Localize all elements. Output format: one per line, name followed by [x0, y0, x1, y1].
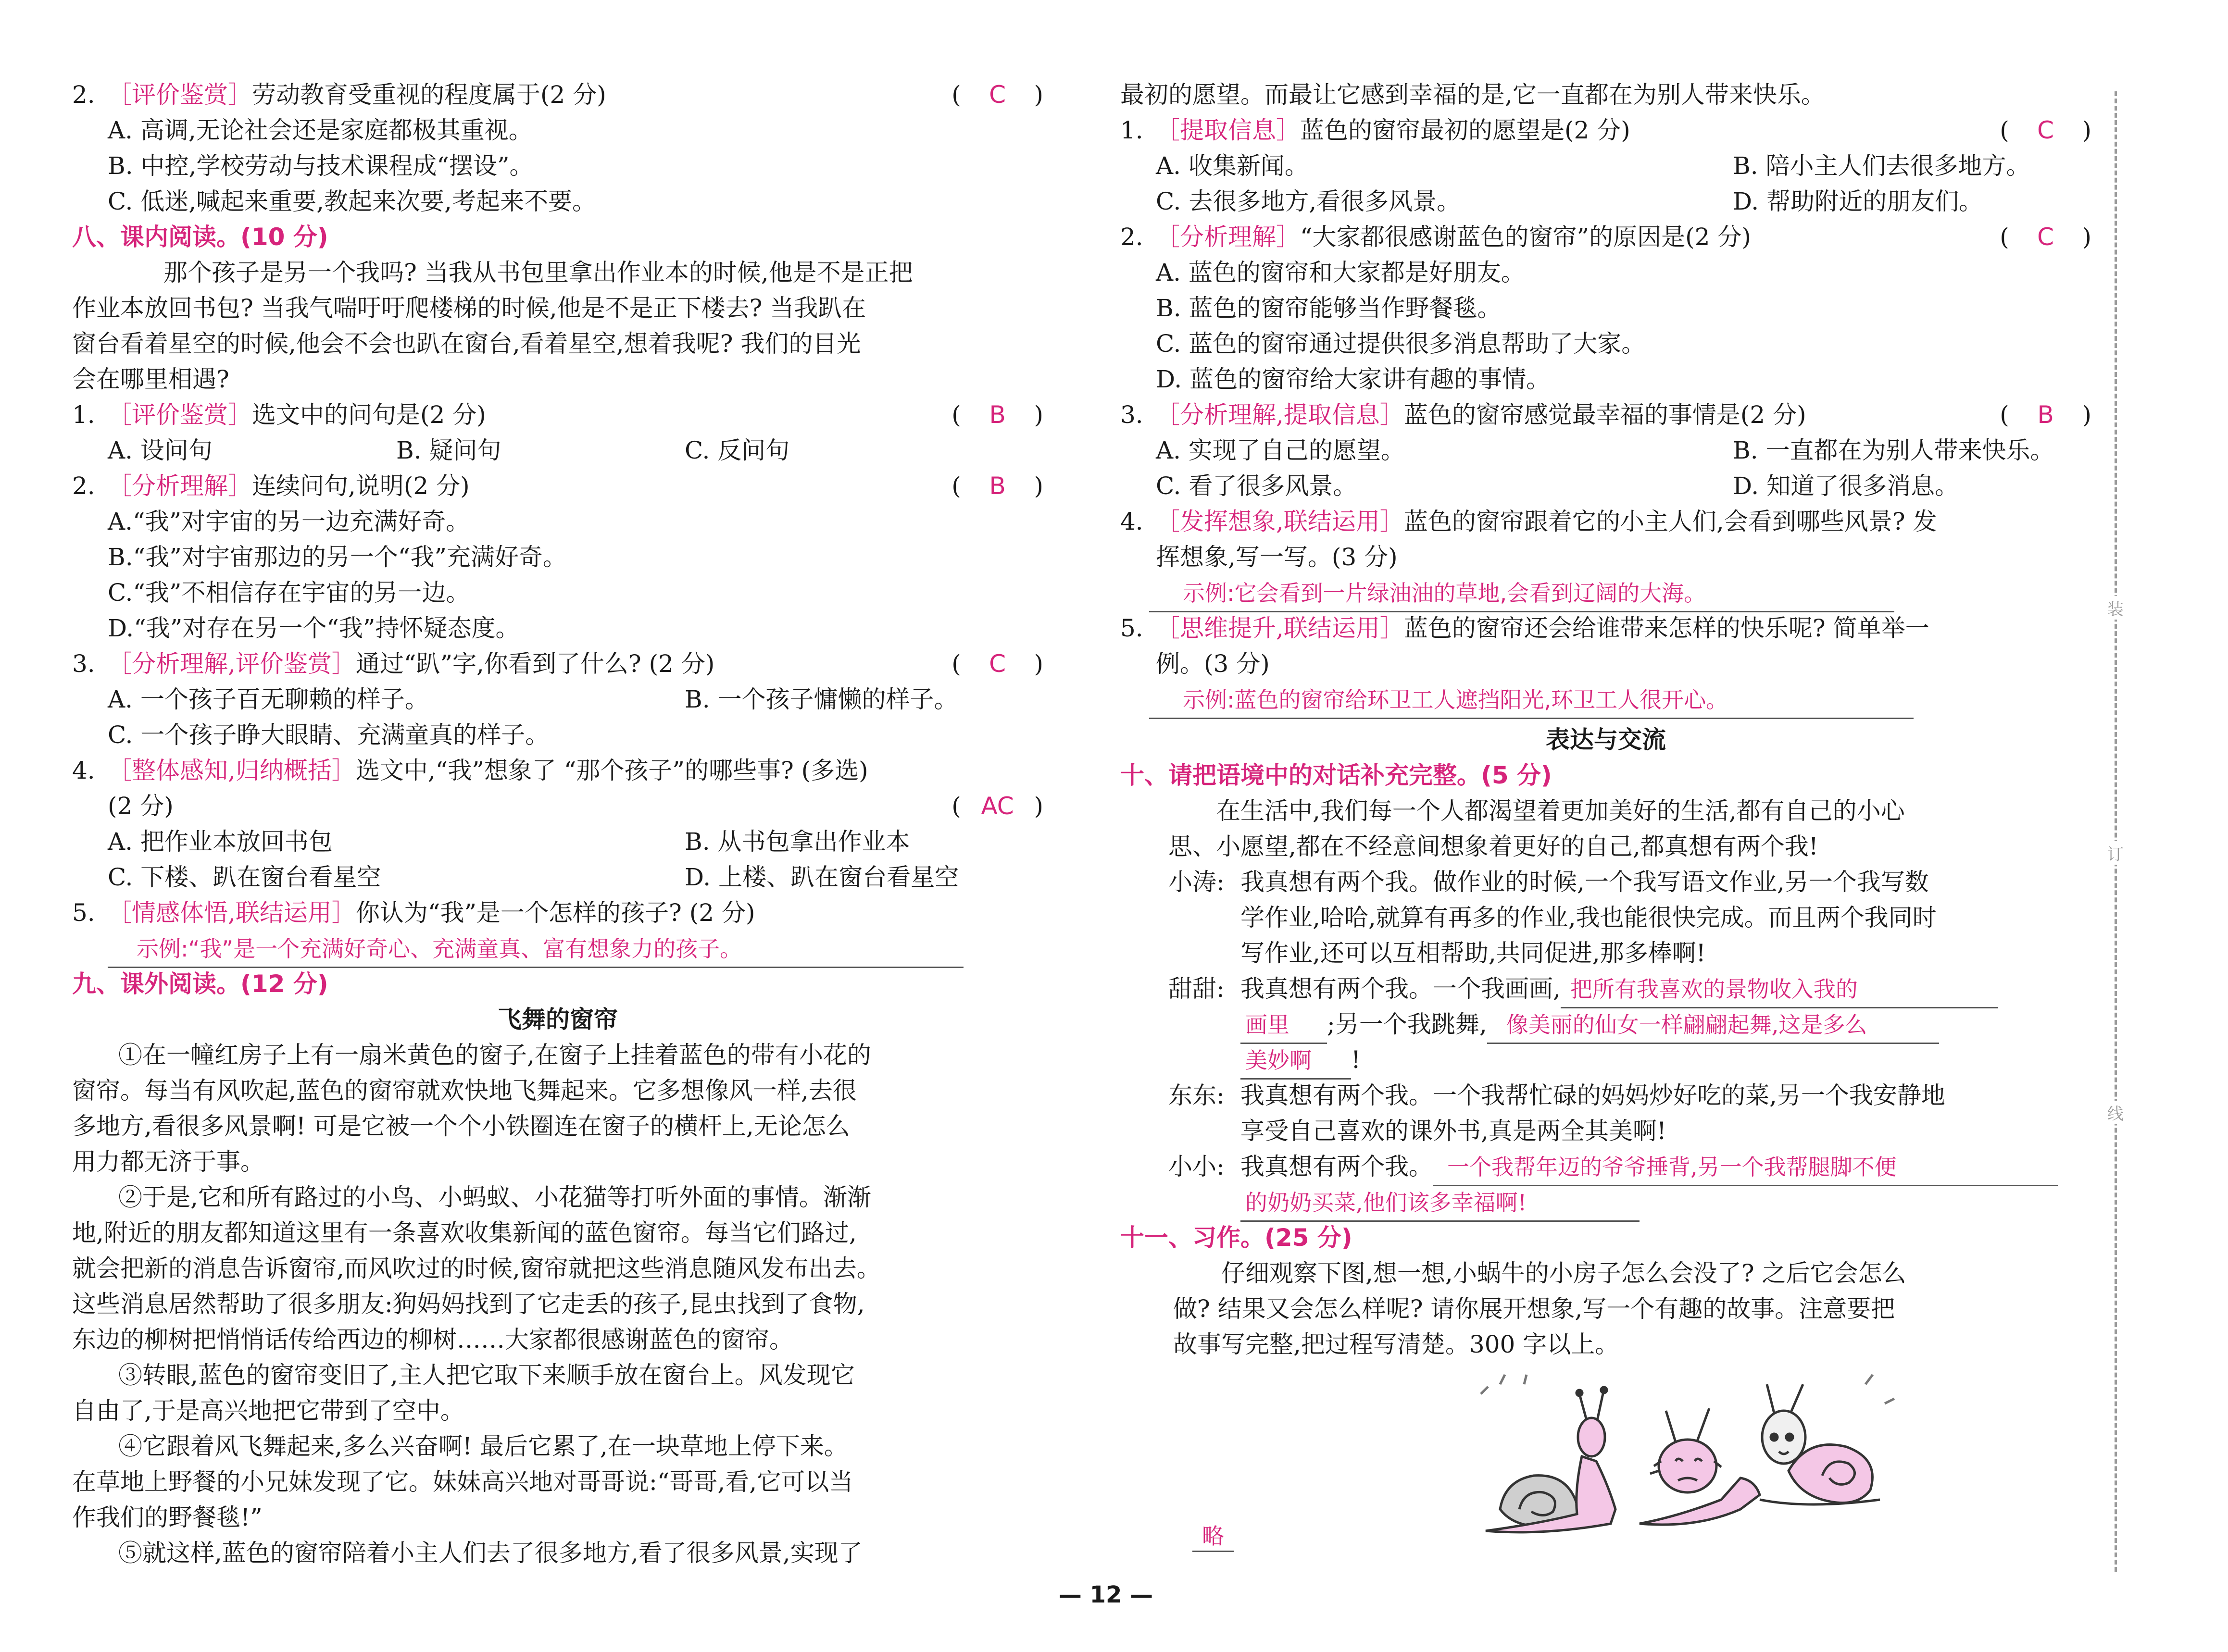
- options-row: A. 收集新闻。 B. 陪小主人们去很多地方。: [1156, 152, 2030, 180]
- question: 1. ［评价鉴赏］选文中的问句是(2 分) ( B ): [72, 401, 1043, 429]
- story-line: ④它跟着风飞舞起来,多么兴奋啊! 最后它累了,在一块草地上停下来。: [118, 1432, 848, 1460]
- question-cont: 挥想象,写一写。(3 分): [1156, 543, 1398, 571]
- dialogue-line: 东东: 我真想有两个我。一个我帮忙碌的妈妈炒好吃的菜,另一个我安静地: [1168, 1081, 1945, 1109]
- story-line: 多地方,看很多风景啊! 可是它被一个个小铁圈连在窗子的横杆上,无论怎么: [72, 1112, 850, 1140]
- answer-line: 示例:蓝色的窗帘给环卫工人遮挡阳光,环卫工人很开心。: [1120, 682, 2091, 717]
- story-line: 最初的愿望。而最让它感到幸福的是,它一直都在为别人带来快乐。: [1120, 81, 1825, 109]
- options-row: A. 实现了自己的愿望。 B. 一直都在为别人带来快乐。: [1156, 436, 2054, 464]
- story-line: 作我们的野餐毯!”: [72, 1503, 263, 1531]
- story-line: 窗帘。每当有风吹起,蓝色的窗帘就欢快地飞舞起来。它多想像风一样,去很: [72, 1077, 857, 1105]
- question: 5. ［思维提升,联结运用］蓝色的窗帘还会给谁带来怎样的快乐呢? 简单举一: [1120, 614, 1929, 642]
- dialogue-line: 小涛: 我真想有两个我。做作业的时候,一个我写语文作业,另一个我写数: [1168, 868, 1929, 896]
- options-row: C. 下楼、趴在窗台看星空 D. 上楼、趴在窗台看星空: [108, 863, 959, 891]
- option: A. 蓝色的窗帘和大家都是好朋友。: [1156, 259, 1525, 286]
- answer-line: 示例:它会看到一片绿油油的草地,会看到辽阔的大海。: [1120, 575, 2091, 610]
- option: C. 蓝色的窗帘通过提供很多消息帮助了大家。: [1156, 330, 1646, 358]
- story-line: ②于是,它和所有路过的小鸟、小蚂蚁、小花猫等打听外面的事情。渐渐: [118, 1183, 871, 1211]
- answer-line: 示例:“我”是一个充满好奇心、充满童真、富有想象力的孩子。: [72, 931, 1043, 966]
- story-line: ①在一幢红房子上有一扇米黄色的窗子,在窗子上挂着蓝色的带有小花的: [118, 1041, 871, 1069]
- binding-line: [2115, 91, 2117, 1572]
- story-line: 地,附近的朋友都知道这里有一条喜欢收集新闻的蓝色窗帘。每当它们路过,: [72, 1219, 857, 1247]
- options-row: A. 设问句 B. 疑问句 C. 反问句: [108, 436, 790, 464]
- passage-line: 窗台看着星空的时候,他会不会也趴在窗台,看着星空,想着我呢? 我们的目光: [72, 330, 861, 358]
- story-line: 东边的柳树把悄悄话传给西边的柳树……大家都很感谢蓝色的窗帘。: [72, 1326, 793, 1354]
- intro-line: 思、小愿望,都在不经意间想象着更好的自己,都真想有两个我!: [1168, 832, 1818, 860]
- question-cont: 例。(3 分): [1156, 650, 1270, 678]
- story-line: 这些消息居然帮助了很多朋友:狗妈妈找到了它走丢的孩子,昆虫找到了食物,: [72, 1290, 865, 1318]
- question: 2. ［分析理解］连续问句,说明(2 分) ( B ): [72, 472, 1043, 500]
- passage-line: 作业本放回书包? 当我气喘吁吁爬楼梯的时候,他是不是正下楼去? 当我趴在: [72, 294, 866, 322]
- question: 5. ［情感体悟,联结运用］你认为“我”是一个怎样的孩子? (2 分): [72, 899, 755, 927]
- option: C. 低迷,喊起来重要,教起来次要,考起来不要。: [108, 187, 596, 215]
- story-line: 用力都无济于事。: [72, 1148, 264, 1176]
- option: D. 蓝色的窗帘给大家讲有趣的事情。: [1156, 365, 1551, 393]
- section-heading: 八、课内阅读。(10 分): [72, 223, 328, 251]
- dialogue-line: 画里 ;另一个我跳舞, 像美丽的仙女一样翩翩起舞,这是多么: [1120, 1006, 2091, 1042]
- part-heading: 表达与交流: [1546, 726, 1666, 754]
- options-row: C. 看了很多风景。 D. 知道了很多消息。: [1156, 472, 1959, 500]
- right-column: [1120, 77, 2091, 1362]
- question: 4. ［整体感知,归纳概括］选文中,“我”想象了 “那个孩子”的哪些事? (多选): [72, 757, 868, 784]
- dialogue-line: 学作业,哈哈,就算有再多的作业,我也能很快完成。而且两个我同时: [1240, 904, 1937, 932]
- intro-line: 做? 结果又会怎么样呢? 请你展开想象,写一个有趣的故事。注意要把: [1173, 1295, 1895, 1323]
- options-row: A. 一个孩子百无聊赖的样子。 B. 一个孩子慵懒的样子。: [108, 685, 958, 713]
- story-title: 飞舞的窗帘: [498, 1006, 618, 1033]
- intro-line: 故事写完整,把过程写清楚。300 字以上。: [1173, 1330, 1619, 1358]
- option: B. 蓝色的窗帘能够当作野餐毯。: [1156, 294, 1502, 322]
- snail-right-icon: [1760, 1384, 1880, 1504]
- options-row: A. 把作业本放回书包 B. 从书包拿出作业本: [108, 828, 910, 856]
- story-line: ⑤就这样,蓝色的窗帘陪着小主人们去了很多地方,看了很多风景,实现了: [118, 1539, 863, 1567]
- question: 2. ［评价鉴赏］劳动教育受重视的程度属于(2 分) ( C ): [72, 81, 1043, 109]
- story-line: ③转眼,蓝色的窗帘变旧了,主人把它取下来顺手放在窗台上。风发现它: [118, 1361, 855, 1389]
- story-line: 就会把新的消息告诉窗帘,而风吹过的时候,窗帘就把这些消息随风发布出去。: [72, 1255, 881, 1282]
- page-number: — 12 —: [1058, 1581, 1153, 1608]
- dialogue-line: 写作业,还可以互相帮助,共同促进,那多棒啊!: [1240, 939, 1706, 967]
- binding-char: 线: [2106, 1101, 2125, 1124]
- section-heading: 十、请把语境中的对话补充完整。(5 分): [1120, 761, 1552, 789]
- snail-illustration: [1471, 1365, 1904, 1538]
- binding-char: 装: [2106, 596, 2125, 620]
- snail-crying-icon: [1640, 1408, 1760, 1525]
- passage-line: 那个孩子是另一个我吗? 当我从书包里拿出作业本的时候,他是不是正把: [163, 259, 913, 286]
- option: B. 中控,学校劳动与技术课程成“摆设”。: [108, 152, 534, 180]
- story-line: 在草地上野餐的小兄妹发现了它。妹妹高兴地对哥哥说:“哥哥,看,它可以当: [72, 1468, 853, 1496]
- question: 4. ［发挥想象,联结运用］蓝色的窗帘跟着它的小主人们,会看到哪些风景? 发: [1120, 508, 1937, 535]
- dialogue-line: 小小: 我真想有两个我。 一个我帮年迈的爷爷捶背,另一个我帮腿脚不便: [1120, 1149, 2091, 1184]
- passage-line: 会在哪里相遇?: [72, 365, 229, 393]
- intro-line: 仔细观察下图,想一想,小蜗牛的小房子怎么会没了? 之后它会怎么: [1221, 1259, 1906, 1287]
- question: 3. ［分析理解,评价鉴赏］通过“趴”字,你看到了什么? (2 分) ( C ): [72, 650, 1043, 678]
- snail-left-icon: [1486, 1387, 1615, 1532]
- question: 1. ［提取信息］蓝色的窗帘最初的愿望是(2 分) ( C ): [1120, 116, 2091, 144]
- dialogue-line: 享受自己喜欢的课外书,真是两全其美啊!: [1240, 1117, 1666, 1145]
- option: D.“我”对存在另一个“我”持怀疑态度。: [108, 614, 520, 642]
- section-heading: 九、课外阅读。(12 分): [72, 970, 328, 998]
- option: C.“我”不相信存在宇宙的另一边。: [108, 579, 470, 607]
- dialogue-line: 的奶奶买菜,他们该多幸福啊!: [1120, 1184, 2091, 1220]
- option: B.“我”对宇宙那边的另一个“我”充满好奇。: [108, 543, 567, 571]
- section-heading: 十一、习作。(25 分): [1120, 1224, 1352, 1252]
- dialogue-line: 美妙啊 !: [1120, 1042, 2091, 1078]
- question-cont: (2 分) ( AC ): [108, 792, 1043, 820]
- left-column: [72, 77, 1043, 1571]
- essay-answer: 略: [1192, 1519, 1234, 1552]
- options-row: C. 去很多地方,看很多风景。 D. 帮助附近的朋友们。: [1156, 187, 1983, 215]
- question: 2. ［分析理解］“大家都很感谢蓝色的窗帘”的原因是(2 分) ( C ): [1120, 223, 2091, 251]
- dialogue-line: 甜甜: 我真想有两个我。一个我画画, 把所有我喜欢的景物收入我的: [1120, 971, 2091, 1006]
- intro-line: 在生活中,我们每一个人都渴望着更加美好的生活,都有自己的小心: [1216, 797, 1905, 825]
- binding-char: 订: [2106, 841, 2125, 865]
- option: A.“我”对宇宙的另一边充满好奇。: [108, 508, 470, 535]
- story-line: 自由了,于是高兴地把它带到了空中。: [72, 1397, 464, 1425]
- question: 3. ［分析理解,提取信息］蓝色的窗帘感觉最幸福的事情是(2 分) ( B ): [1120, 401, 2091, 429]
- option: A. 高调,无论社会还是家庭都极其重视。: [108, 116, 533, 144]
- option: C. 一个孩子睁大眼睛、充满童真的样子。: [108, 721, 550, 749]
